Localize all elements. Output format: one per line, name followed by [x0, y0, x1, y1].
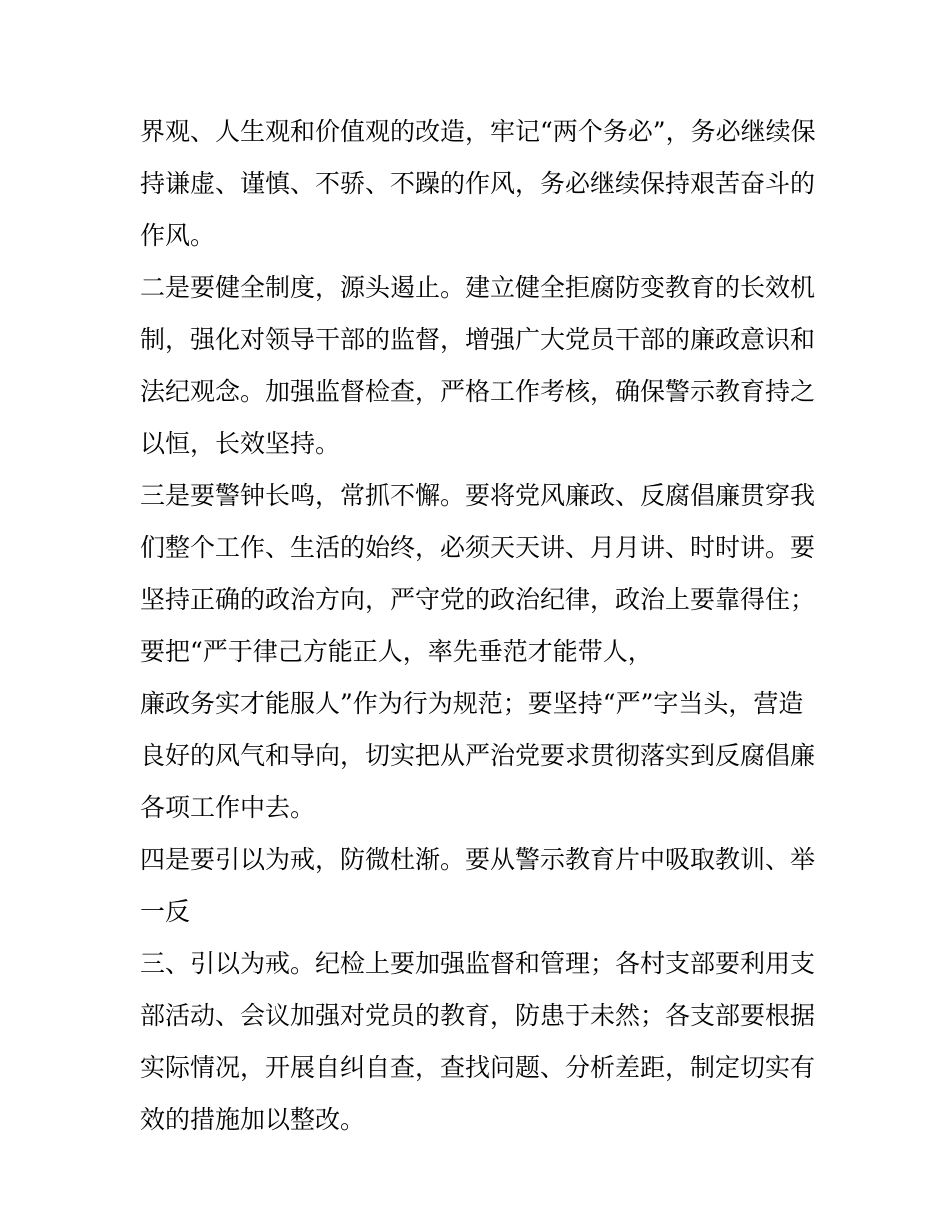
text-line: 法纪观念。加强监督检查，严格工作考核，确保警示教育持之 — [140, 377, 816, 406]
text-line: 一反 — [140, 897, 191, 926]
text-line: 三、引以为戒。纪检上要加强监督和管理；各村支部要利用支 — [140, 949, 816, 978]
text-line: 良好的风气和导向，切实把从严治党要求贯彻落实到反腐倡廉 — [140, 741, 816, 770]
text-line: 三是要警钟长鸣，常抓不懈。要将党风廉政、反腐倡廉贯穿我 — [140, 481, 816, 510]
text-line: 部活动、会议加强对党员的教育，防患于未然；各支部要根据 — [140, 1001, 816, 1030]
document-body — [140, 106, 820, 1146]
text-line: 作风。 — [140, 221, 216, 250]
text-line: 效的措施加以整改。 — [140, 1105, 366, 1134]
text-line: 制，强化对领导干部的监督，增强广大党员干部的廉政意识和 — [140, 325, 816, 354]
text-line: 要把“严于律己方能正人，率先垂范才能带人， — [140, 637, 653, 666]
text-line: 以恒，长效坚持。 — [140, 429, 341, 458]
text-line: 界观、人生观和价值观的改造，牢记“两个务必”，务必继续保 — [140, 117, 816, 146]
text-line: 四是要引以为戒，防微杜渐。要从警示教育片中吸取教训、举 — [140, 845, 816, 874]
text-line: 各项工作中去。 — [140, 793, 316, 822]
text-line: 二是要健全制度，源头遏止。建立健全拒腐防变教育的长效机 — [140, 273, 816, 302]
text-line: 廉政务实才能服人”作为行为规范；要坚持“严”字当头，营造 — [140, 689, 804, 718]
text-line: 们整个工作、生活的始终，必须天天讲、月月讲、时时讲。要 — [140, 533, 816, 562]
text-line: 实际情况，开展自纠自查，查找问题、分析差距，制定切实有 — [140, 1053, 816, 1082]
text-line: 坚持正确的政治方向，严守党的政治纪律，政治上要靠得住； — [140, 585, 816, 614]
text-line: 持谦虚、谨慎、不骄、不躁的作风，务必继续保持艰苦奋斗的 — [140, 169, 816, 198]
